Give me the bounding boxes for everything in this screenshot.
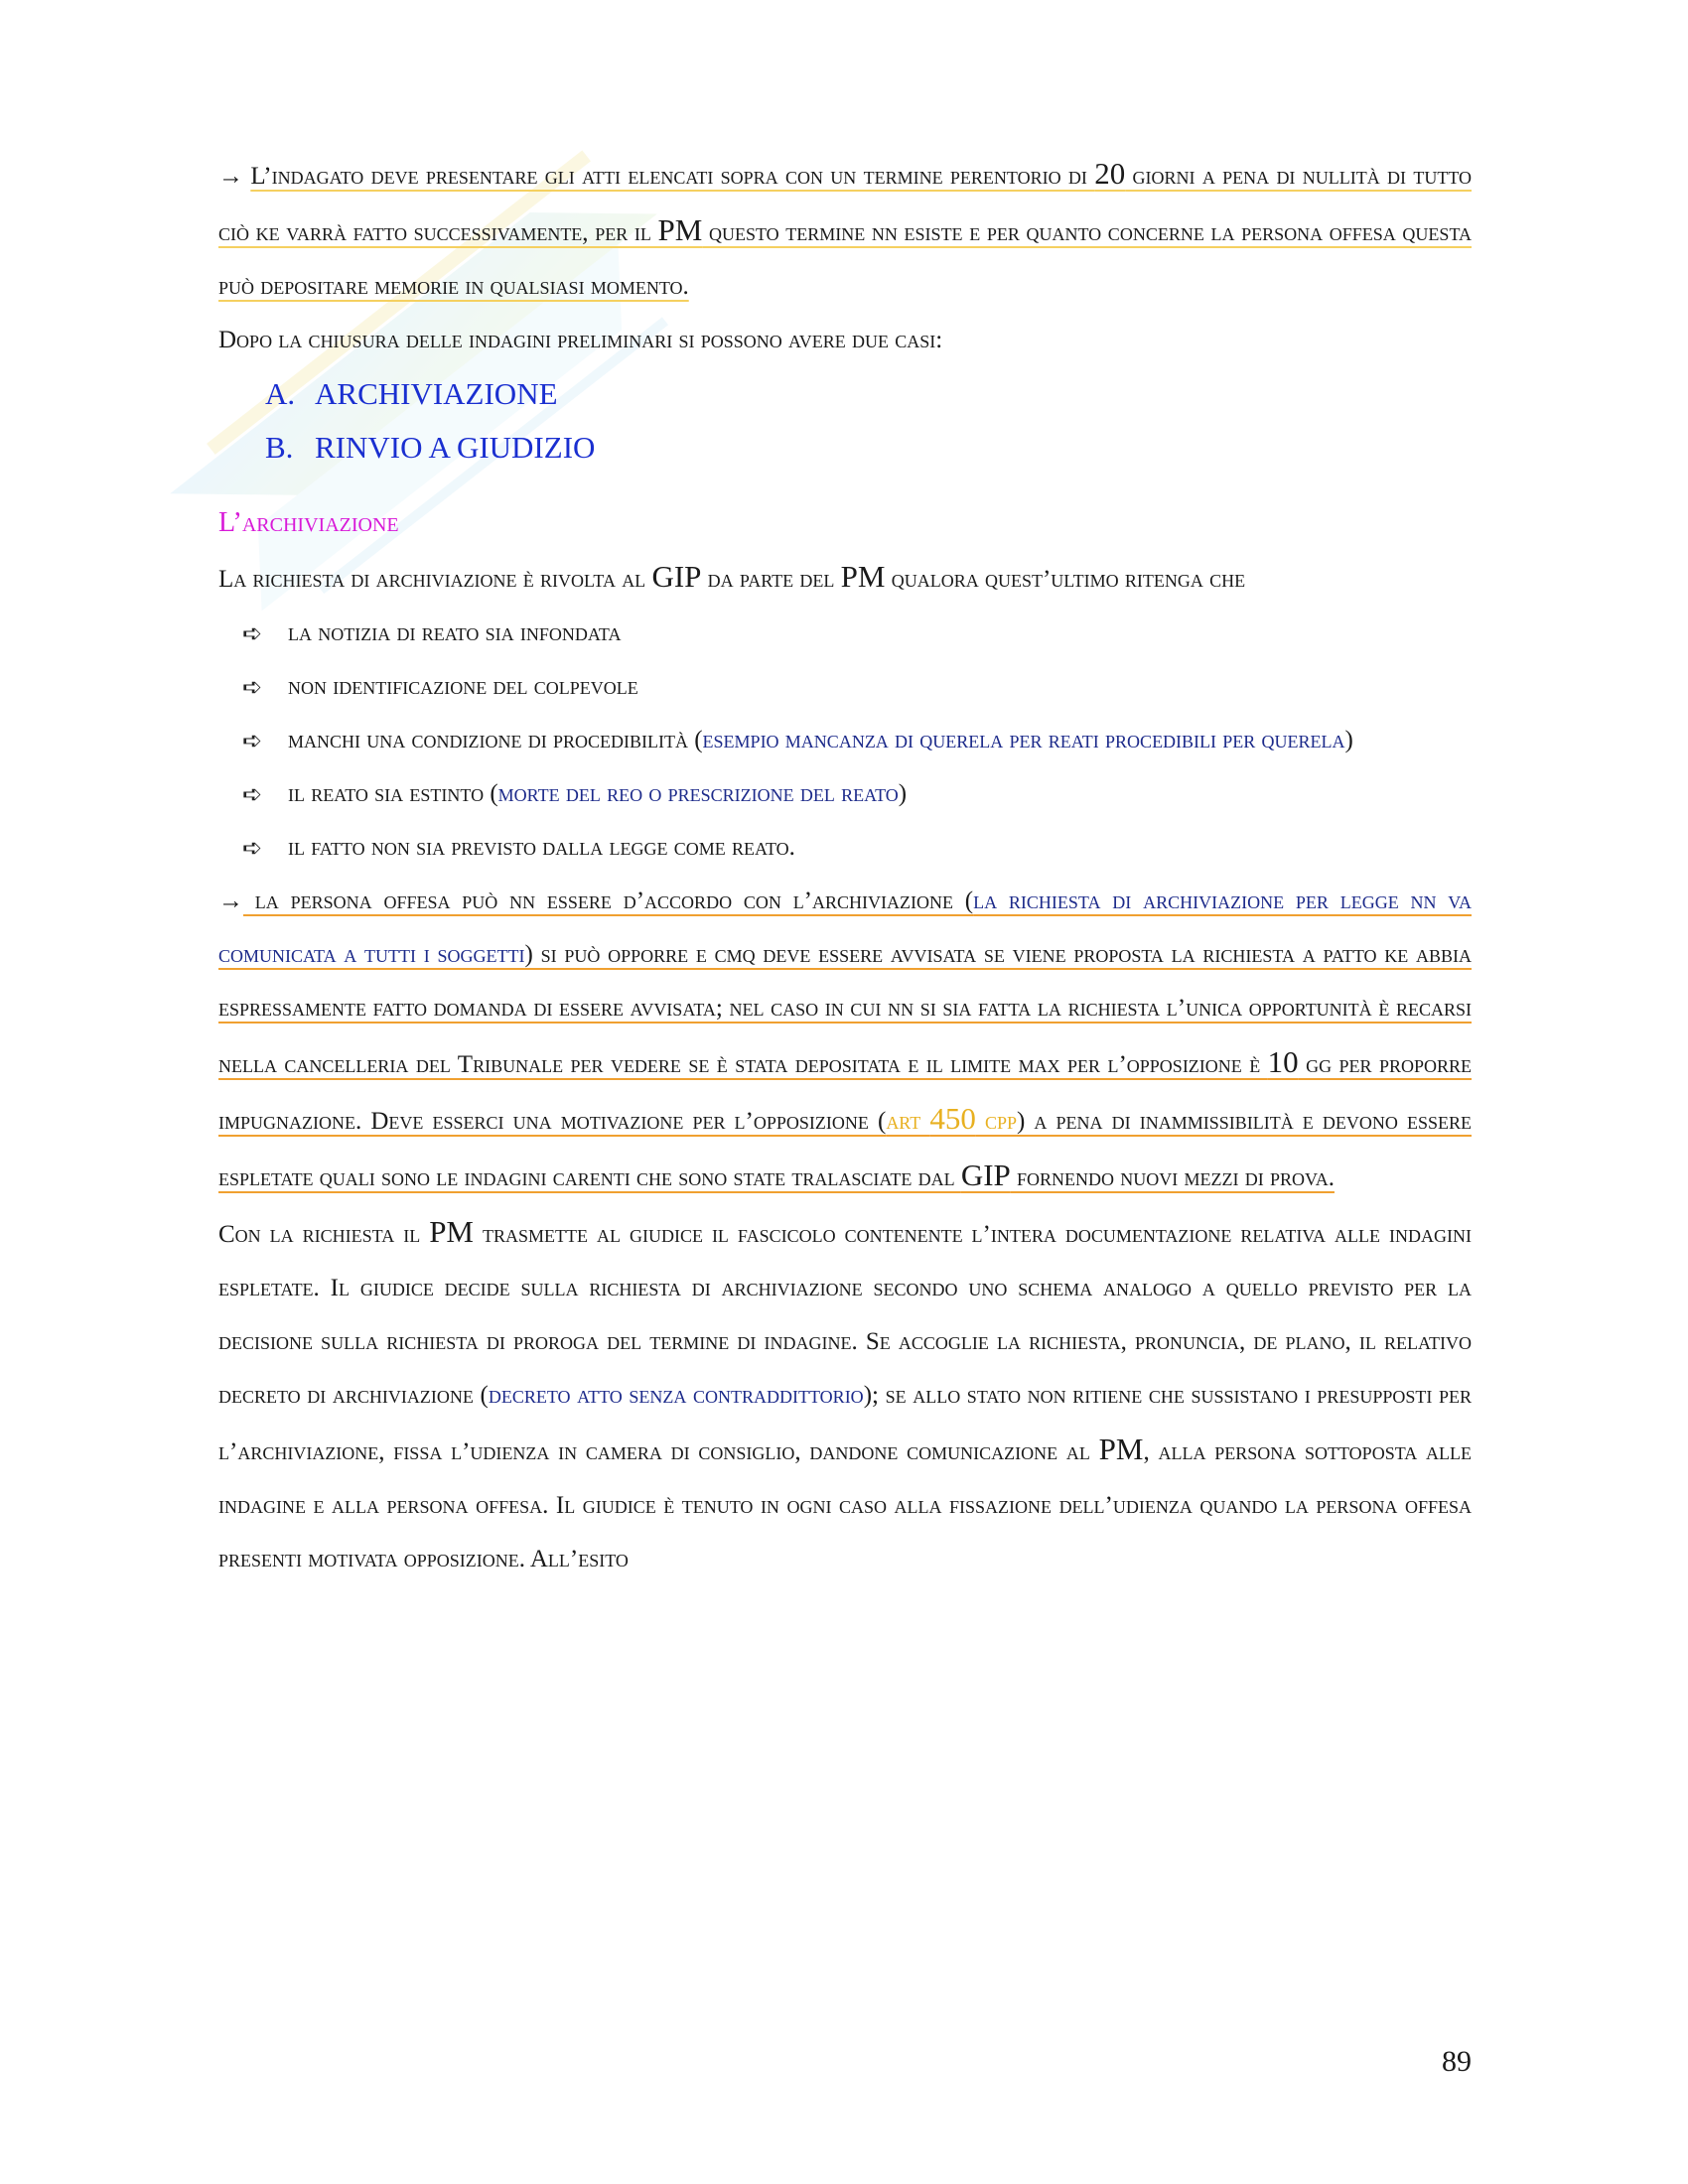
abbr-gip: GIP <box>651 559 702 594</box>
arrow-glyph: → <box>218 887 243 914</box>
article-number: 450 <box>929 1101 976 1136</box>
case-letter: A. <box>265 376 296 411</box>
text-segment: cpp <box>975 1108 1017 1135</box>
list-item <box>218 821 1472 875</box>
inline-note: decreto atto senza contraddittorio <box>488 1382 864 1409</box>
case-label: RINVIO A GIUDIZIO <box>315 430 596 465</box>
text-segment: la persona offesa può nn essere d’accordo con l’archiviazione ( <box>243 887 974 914</box>
opposition-text <box>218 887 1472 1191</box>
arrow-bullet-icon: ➪ <box>242 780 263 808</box>
list-item-text: non identificazione del colpevole <box>288 673 638 700</box>
text-segment: L’indagato deve presentare gli atti elencati sopra con un termine perentorio di <box>250 163 1095 190</box>
article-reference <box>886 1101 1017 1136</box>
case-label: ARCHIVIAZIONE <box>315 376 558 411</box>
case-letter: B. <box>265 430 294 465</box>
list-item-text: manchi una condizione di procedibilità ( <box>288 727 703 753</box>
paragraph-request <box>218 550 1472 607</box>
list-item <box>218 607 1472 660</box>
conditions-list <box>218 607 1472 875</box>
number-20: 20 <box>1094 156 1126 191</box>
text-segment: ) a pena di inammissibilità e devono essere espletate quali sono le indagini carenti che sono state tralasciate dal <box>218 1108 1472 1191</box>
page-body <box>218 147 1472 1586</box>
list-item-text: ) <box>1344 727 1353 753</box>
case-item <box>218 367 1472 421</box>
inline-note: la richiesta di archiviazione per legge nn va comunicata a tutti i soggetti <box>218 887 1472 968</box>
list-item-note: morte del reo o prescrizione del reato <box>497 780 899 807</box>
arrow-bullet-icon: ➪ <box>242 727 263 754</box>
arrow-glyph: → <box>218 163 243 190</box>
text-segment: art <box>886 1108 930 1135</box>
list-item-text: il reato sia estinto ( <box>288 780 498 807</box>
arrow-bullet-icon: ➪ <box>242 673 263 701</box>
list-item-text: ) <box>898 780 908 807</box>
arrow-bullet-icon: ➪ <box>242 834 263 862</box>
deadline-text <box>218 156 1472 300</box>
paragraph-two-cases: Dopo la chiusura delle indagini preliminari si possono avere due casi: <box>218 327 943 353</box>
abbr-gip: GIP <box>960 1158 1011 1192</box>
abbr-pm: PM <box>429 1214 474 1249</box>
list-item-note: esempio mancanza di querela per reati procedibili per querela <box>702 727 1345 753</box>
text-segment: gg per proporre impugnazione. Deve esserci una motivazione per l’opposizione ( <box>218 1051 1472 1135</box>
text-segment: ) si può opporre e cmq deve essere avvisata se viene proposta la richiesta a patto ke abbia espressamente fatto domanda di essere avvisata; nel caso in cui nn si sia fatta la richiesta l’unica opportunità è recarsi nella cancelleria del Tribunale per vedere se è stata depositata e il limite max per l’opposizione è <box>218 941 1472 1078</box>
abbr-pm: PM <box>657 212 703 247</box>
abbr-pm: PM <box>1098 1432 1144 1466</box>
text-segment: trasmette al giudice il fascicolo contenente l’intera documentazione relativa alle indagini espletate. Il giudice decide sulla richiesta di archiviazione secondo uno schema analogo a quello previsto per la decisione sulla richiesta di proroga del termine di indagine. Se accoglie la richiesta, pronuncia, de plano, il relativo decreto di archiviazione ( <box>218 1221 1472 1409</box>
text-segment: fornendo nuovi mezzi di prova. <box>1010 1164 1335 1191</box>
text-segment: questo termine nn esiste e per quanto concerne la persona offesa questa può depositare memorie in qualsiasi momento. <box>218 219 1472 300</box>
arrow-bullet-icon: ➪ <box>242 619 263 647</box>
paragraph-opposition <box>218 875 1472 1205</box>
text-segment: , alla persona sottoposta alle indagine e alla persona offesa. Il giudice è tenuto in ogni caso alla fissazione dell’udienza quando la persona offesa presenti motivata opposizione. All’esito <box>218 1438 1473 1572</box>
number-10: 10 <box>1267 1044 1299 1079</box>
list-item-text: il fatto non sia previsto dalla legge come reato. <box>288 834 795 861</box>
list-item <box>218 767 1472 821</box>
text-segment: da parte del <box>701 566 841 593</box>
page-number: 89 <box>1442 2045 1472 2078</box>
case-item <box>218 421 1472 475</box>
text-segment: Con la richiesta il <box>218 1221 430 1248</box>
list-item <box>218 714 1472 767</box>
section-heading: L’archiviazione <box>218 507 399 538</box>
paragraph-deadline <box>218 147 1472 314</box>
abbr-pm: PM <box>840 559 886 594</box>
list-item <box>218 660 1472 714</box>
text-segment: La richiesta di archiviazione è rivolta al <box>218 566 652 593</box>
text-segment: qualora quest’ultimo ritenga che <box>885 566 1246 593</box>
cases-list <box>218 367 1472 475</box>
text-segment: ); se allo stato non ritiene che sussistano i presupposti per l’archiviazione, fissa l’udienza in camera di consiglio, dandone comunicazione al <box>218 1382 1472 1465</box>
text-segment: giorni a pena di nullità di tutto ciò ke varrà fatto successivamente, per il <box>218 163 1472 246</box>
paragraph-decision <box>218 1205 1472 1586</box>
list-item-text: la notizia di reato sia infondata <box>288 619 622 646</box>
